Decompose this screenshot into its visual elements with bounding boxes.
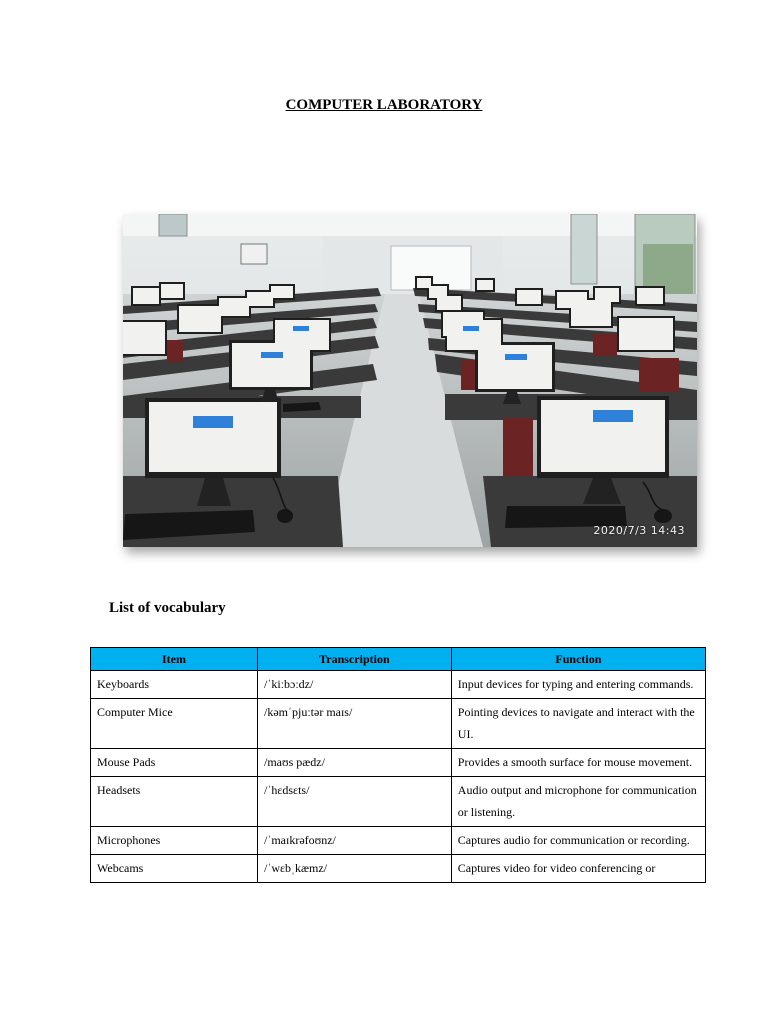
photo-timestamp: 2020/7/3 14:43 xyxy=(593,524,685,537)
table-row xyxy=(91,699,706,749)
lab-photo-illustration xyxy=(123,214,697,547)
vocabulary-table xyxy=(90,647,706,883)
cell-function: Input devices for typing and entering commands. xyxy=(451,671,705,699)
cell-transcription: /maʊs pædz/ xyxy=(258,749,452,777)
cell-transcription: /kəmˈpjuːtər maɪs/ xyxy=(258,699,452,749)
table-row xyxy=(91,855,706,883)
column-header-transcription: Transcription xyxy=(258,648,452,671)
lab-photo xyxy=(123,214,697,547)
table-row xyxy=(91,749,706,777)
column-header-function: Function xyxy=(451,648,705,671)
cell-item: Webcams xyxy=(91,855,258,883)
column-header-item: Item xyxy=(91,648,258,671)
cell-function: Captures video for video conferencing or xyxy=(451,855,705,883)
table-header-row xyxy=(91,648,706,671)
cell-function: Captures audio for communication or recording. xyxy=(451,827,705,855)
cell-transcription: /ˈhɛdsɛts/ xyxy=(258,777,452,827)
table-row xyxy=(91,827,706,855)
section-heading: List of vocabulary xyxy=(109,600,226,616)
cell-item: Microphones xyxy=(91,827,258,855)
page-title: COMPUTER LABORATORY xyxy=(285,97,483,113)
cell-item: Headsets xyxy=(91,777,258,827)
cell-transcription: /ˈwɛbˌkæmz/ xyxy=(258,855,452,883)
cell-transcription: /ˈmaɪkrəfoʊnz/ xyxy=(258,827,452,855)
cell-item: Computer Mice xyxy=(91,699,258,749)
table-row xyxy=(91,671,706,699)
cell-item: Keyboards xyxy=(91,671,258,699)
cell-function: Provides a smooth surface for mouse movement. xyxy=(451,749,705,777)
table-row xyxy=(91,777,706,827)
cell-transcription: /ˈkiːbɔːdz/ xyxy=(258,671,452,699)
cell-function: Pointing devices to navigate and interact with the UI. xyxy=(451,699,705,749)
cell-function: Audio output and microphone for communication or listening. xyxy=(451,777,705,827)
cell-item: Mouse Pads xyxy=(91,749,258,777)
